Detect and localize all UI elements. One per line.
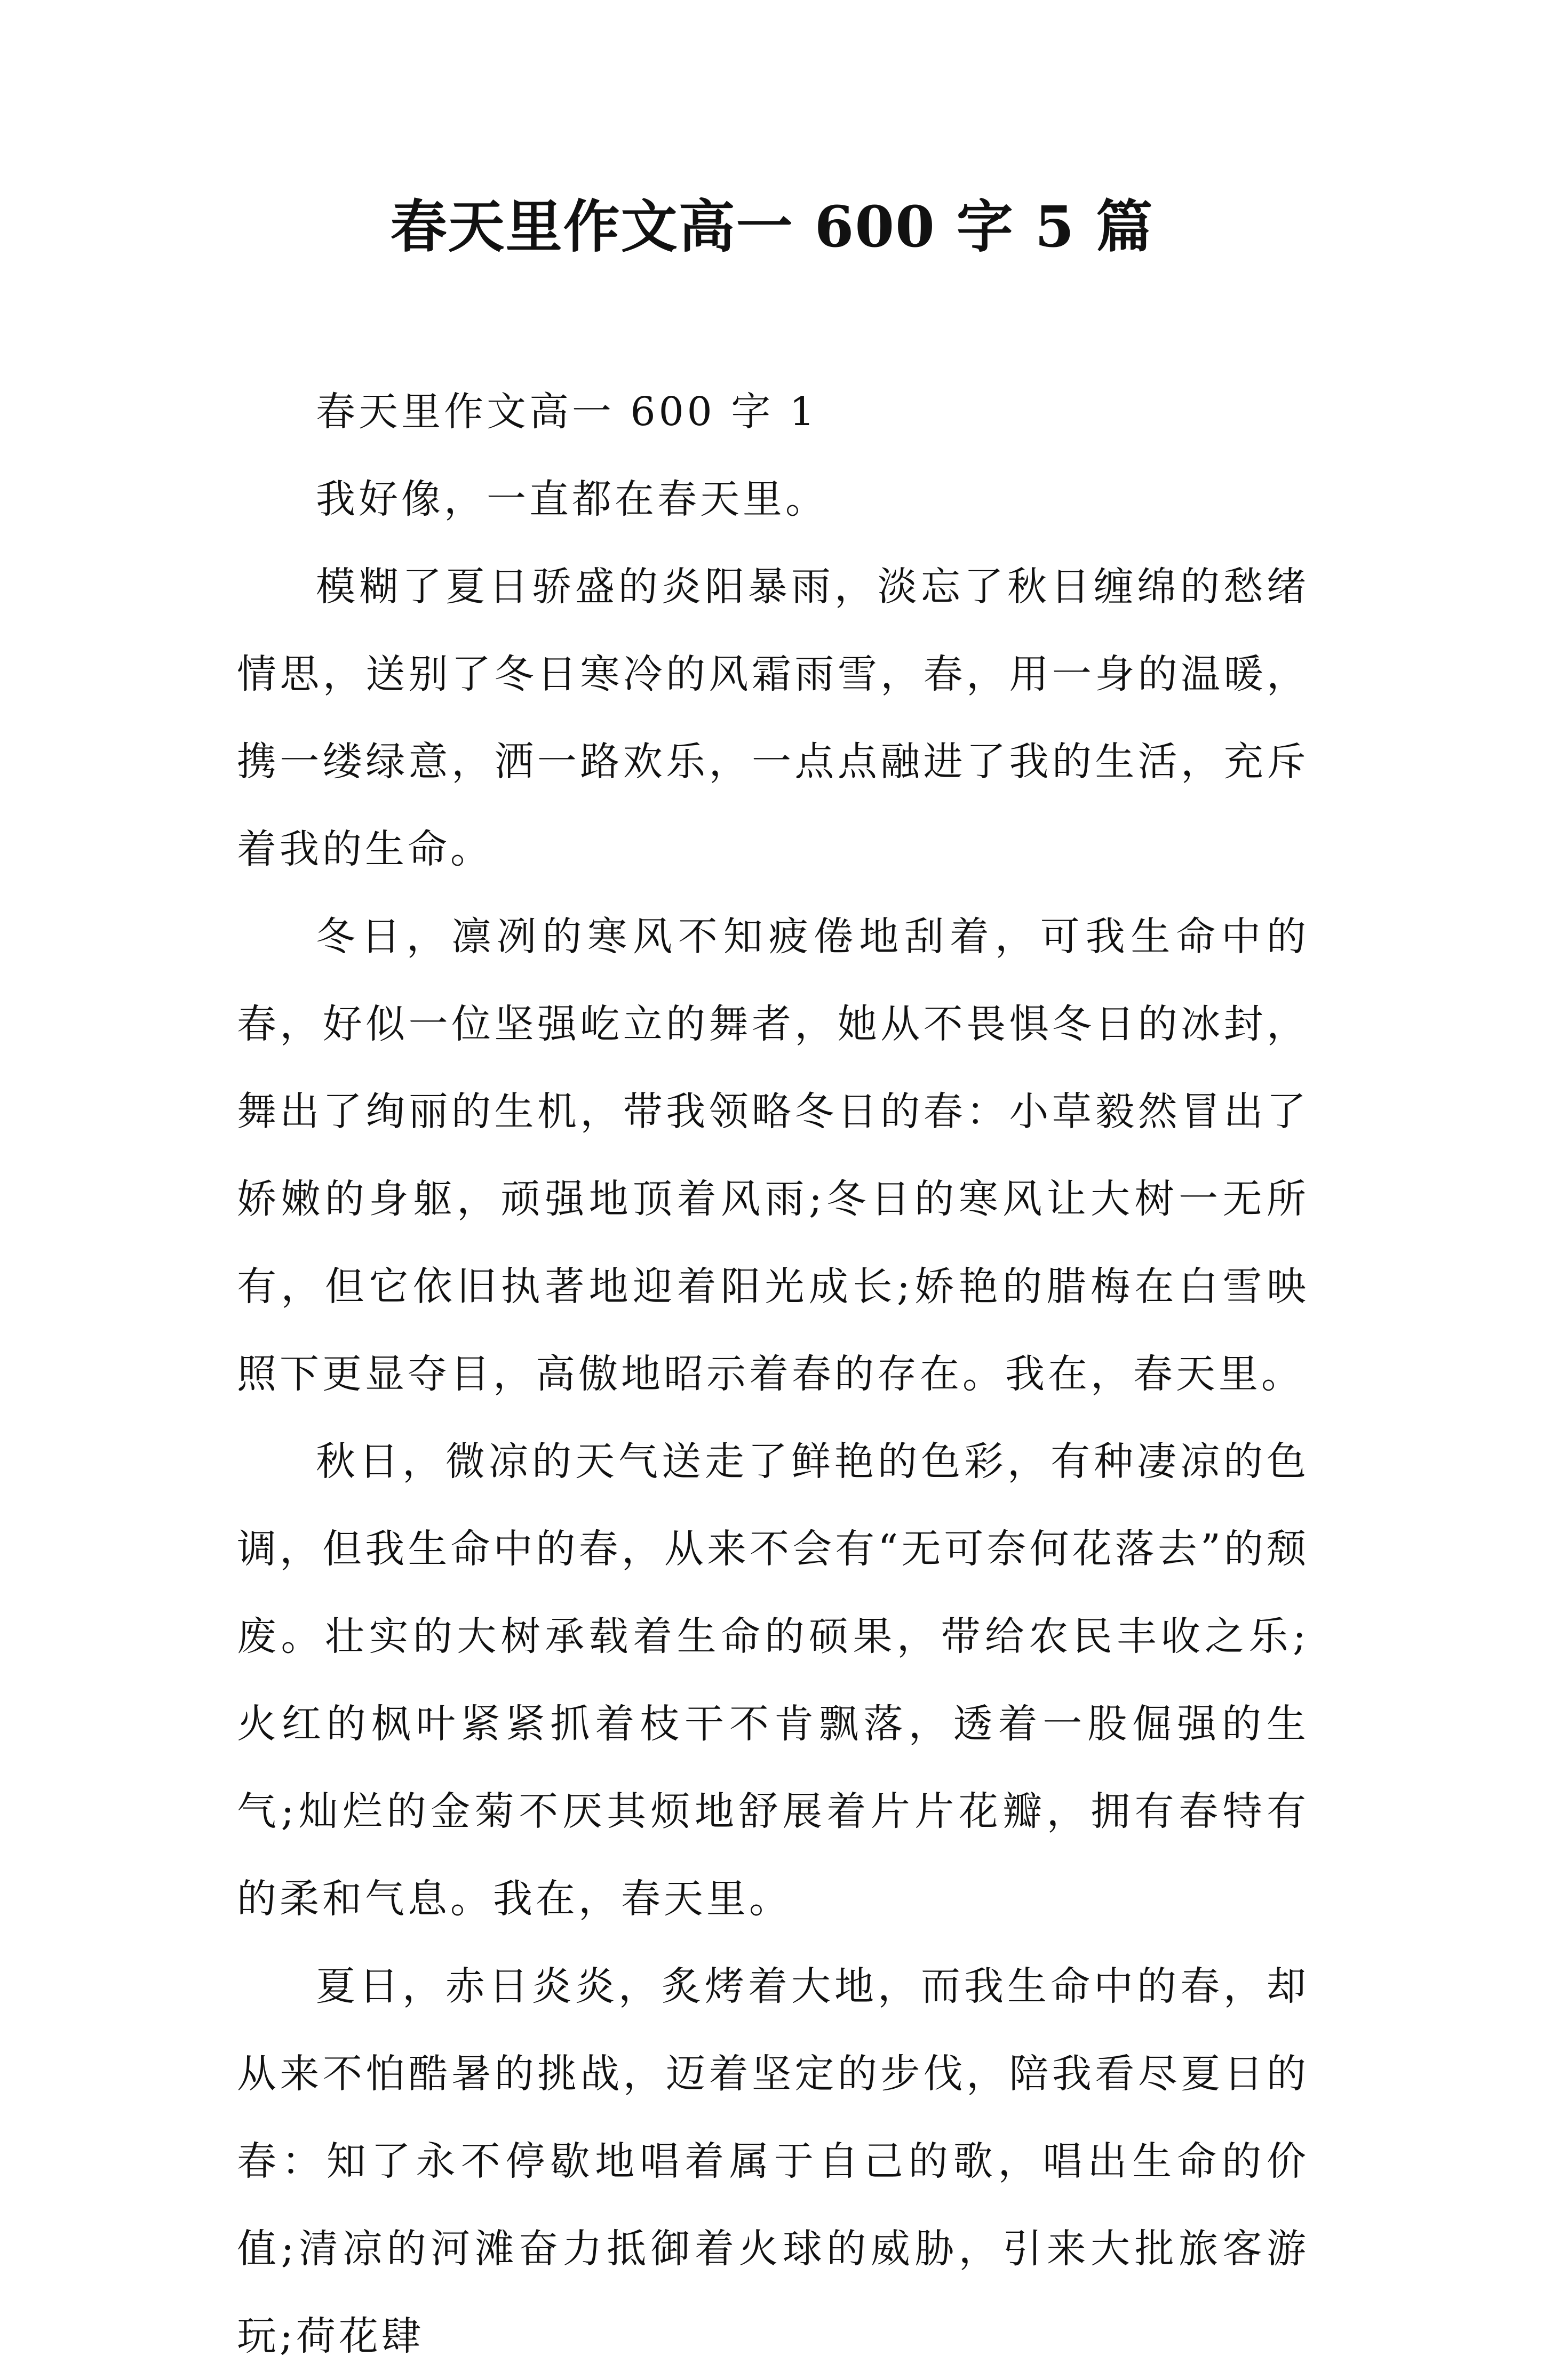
- paragraph: 冬日，凛冽的寒风不知疲倦地刮着，可我生命中的春，好似一位坚强屹立的舞者，她从不畏惧冬日的冰封，舞出了绚丽的生机，带我领略冬日的春：小草毅然冒出了娇嫩的身躯，顽强地顶着风雨;冬日的寒风让大树一无所有，但它依旧执著地迎着阳光成长;娇艳的腊梅在白雪映照下更显夺目，高傲地昭示着春的存在。我在，春天里。: [237, 914, 1309, 1397]
- paragraph: 夏日，赤日炎炎，炙烤着大地，而我生命中的春，却从来不怕酷暑的挑战，迈着坚定的步伐，陪我看尽夏日的春：知了永不停歇地唱着属于自己的歌，唱出生命的价值;清凉的河滩奋力抵御着火球的威胁，引来大批旅客游玩;荷花肆: [237, 1963, 1309, 2359]
- document-title: 春天里作文高一 600 字 5 篇: [390, 193, 1154, 260]
- section-heading: 春天里作文高一 600 字 1: [316, 389, 818, 435]
- paragraph: 秋日，微凉的天气送走了鲜艳的色彩，有种凄凉的色调，但我生命中的春，从来不会有“无可奈何花落去”的颓废。壮实的大树承载着生命的硕果，带给农民丰收之乐;火红的枫叶紧紧抓着枝干不肯飘落，透着一股倔强的生气;灿烂的金菊不厌其烦地舒展着片片花瓣，拥有春特有的柔和气息。我在，春天里。: [237, 1439, 1309, 1922]
- paragraph: 我好像，一直都在春天里。: [316, 476, 828, 522]
- paragraph: 模糊了夏日骄盛的炎阳暴雨，淡忘了秋日缠绵的愁绪情思，送别了冬日寒冷的风霜雨雪，春，用一身的温暖，携一缕绿意，洒一路欢乐，一点点融进了我的生活，充斥着我的生命。: [237, 564, 1309, 872]
- document-body: [237, 368, 1309, 2380]
